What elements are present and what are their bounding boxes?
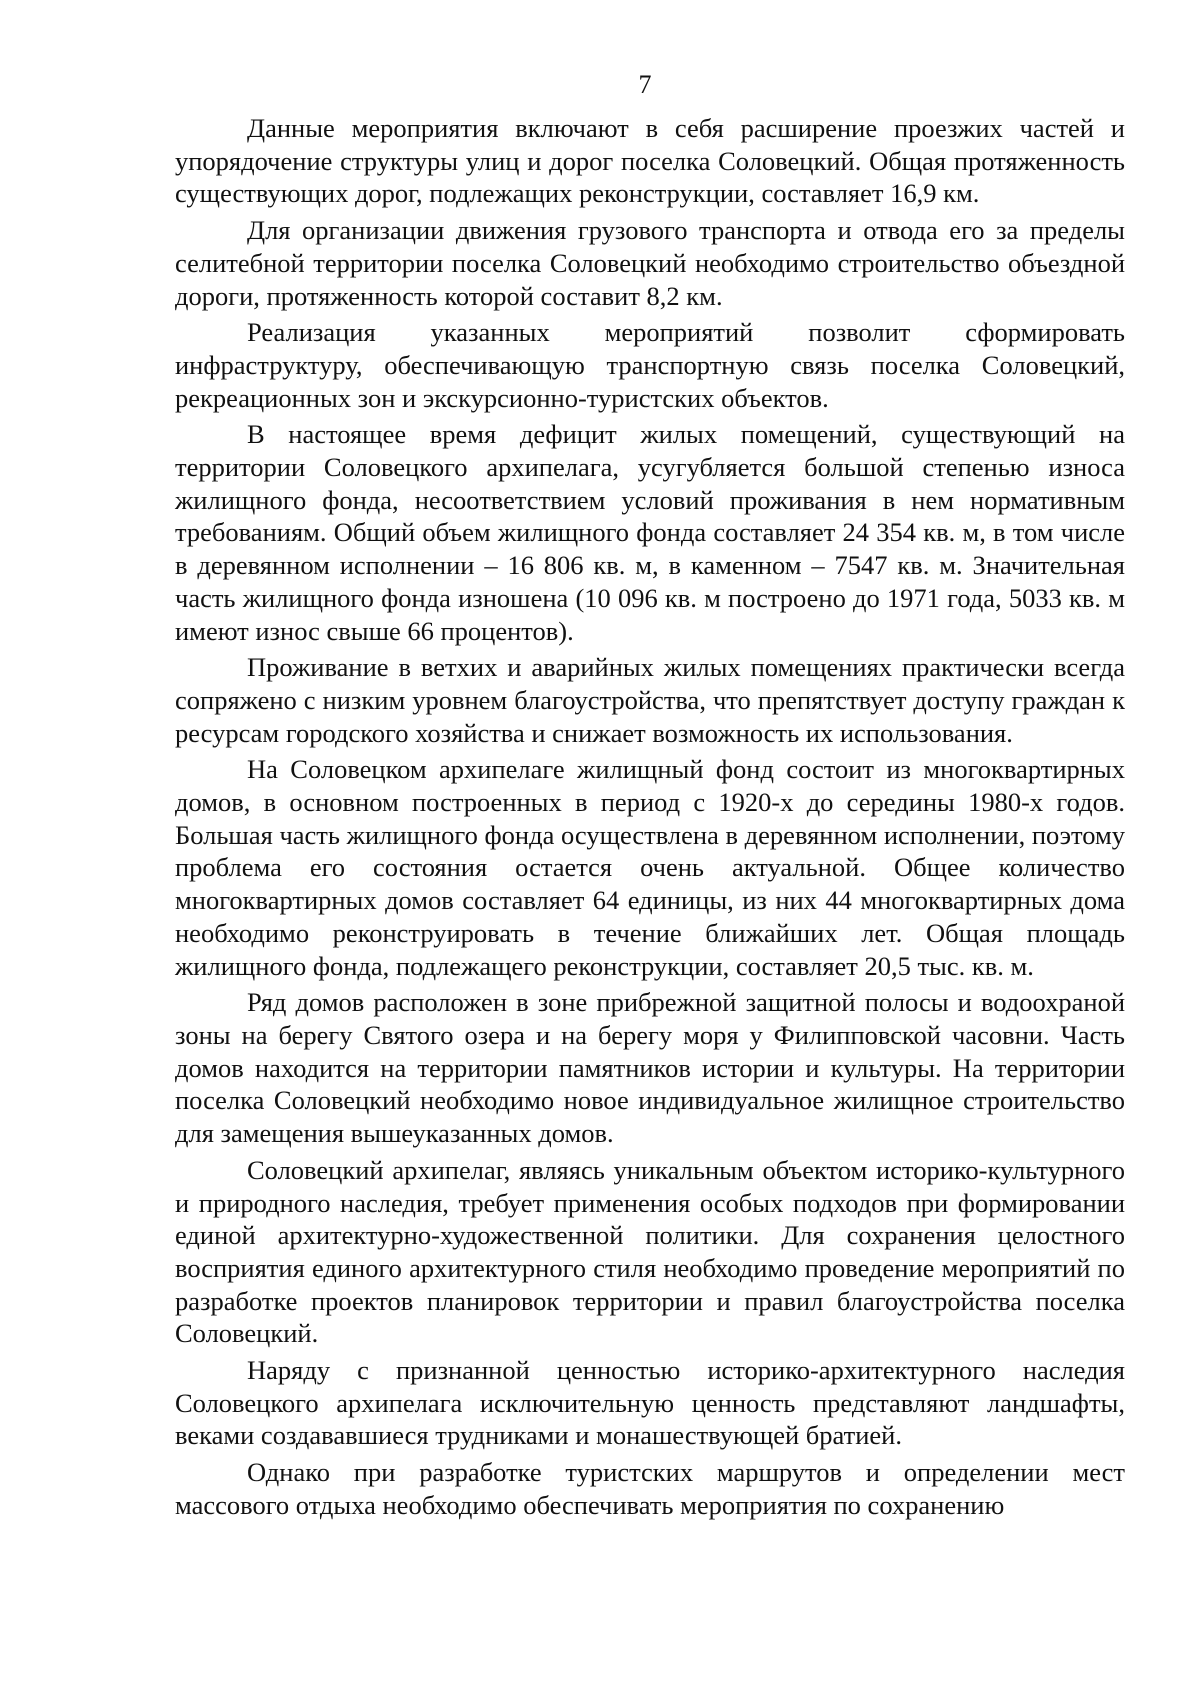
paragraph-tourist-routes: Однако при разработке туристских маршрутов и определении мест массового отдыха необходимо обеспечивать мероприятия по сохранению [175, 1457, 1125, 1520]
paragraph-housing-deficit: В настоящее время дефицит жилых помещений, существующий на территории Соловецкого архипелага, усугубляется большой степенью износа жилищного фонда, несоответствием условий проживания в нем нормативным требованиям. Общий объем жилищного фонда составляет 24 354 кв. м, в том числе в деревянном исполнении – 16 806 кв. м, в каменном – 7547 кв. м. Значительная часть жилищного фонда изношена (10 096 кв. м построено до 1971 года, 5033 кв. м имеют износ свыше 66 процентов). [175, 419, 1125, 646]
paragraph-bypass-road: Для организации движения грузового транспорта и отвода его за пределы селитебной территории поселка Соловецкий необходимо строительство объездной дороги, протяженность которой составит 8,2 км. [175, 215, 1125, 311]
page-number: 7 [638, 70, 652, 99]
paragraph-architectural-policy: Соловецкий архипелаг, являясь уникальным объектом историко-культурного и природного наследия, требует применения особых подходов при формировании единой архитектурно-художественной политики. Для сохранения целостного восприятия единого архитектурного стиля необходимо проведение мероприятий по разработке проектов планировок территории и правил благоустройства поселка Соловецкий. [175, 1154, 1125, 1349]
paragraph-landscapes: Наряду с признанной ценностью историко-архитектурного наследия Соловецкого архипелага исключительную ценность представляют ландшафты, веками создававшиеся трудниками и монашествующей братией. [175, 1355, 1125, 1451]
paragraph-coastal-zone: Ряд домов расположен в зоне прибрежной защитной полосы и водоохраной зоны на берегу Святого озера и на берегу моря у Филипповской часовни. Часть домов находится на территории памятников истории и культуры. На территории поселка Соловецкий необходимо новое индивидуальное жилищное строительство для замещения вышеуказанных домов. [175, 987, 1125, 1149]
paragraph-dilapidated-housing: Проживание в ветхих и аварийных жилых помещениях практически всегда сопряжено с низким уровнем благоустройства, что препятствует доступу граждан к ресурсам городского хозяйства и снижает возможность их использования. [175, 652, 1125, 748]
document-body [175, 112, 1125, 1526]
paragraph-housing-stock: На Соловецком архипелаге жилищный фонд состоит из многоквартирных домов, в основном построенных в период с 1920-х до середины 1980-х годов. Большая часть жилищного фонда осуществлена в деревянном исполнении, поэтому проблема его состояния остается очень актуальной. Общее количество многоквартирных домов составляет 64 единицы, из них 44 многоквартирных дома необходимо реконструировать в течение ближайших лет. Общая площадь жилищного фонда, подлежащего реконструкции, составляет 20,5 тыс. кв. м. [175, 754, 1125, 981]
paragraph-infrastructure: Реализация указанных мероприятий позволит сформировать инфраструктуру, обеспечивающую транспортную связь поселка Соловецкий, рекреационных зон и экскурсионно-туристских объектов. [175, 317, 1125, 413]
paragraph-roads: Данные мероприятия включают в себя расширение проезжих частей и упорядочение структуры улиц и дорог поселка Соловецкий. Общая протяженность существующих дорог, подлежащих реконструкции, составляет 16,9 км. [175, 113, 1125, 209]
